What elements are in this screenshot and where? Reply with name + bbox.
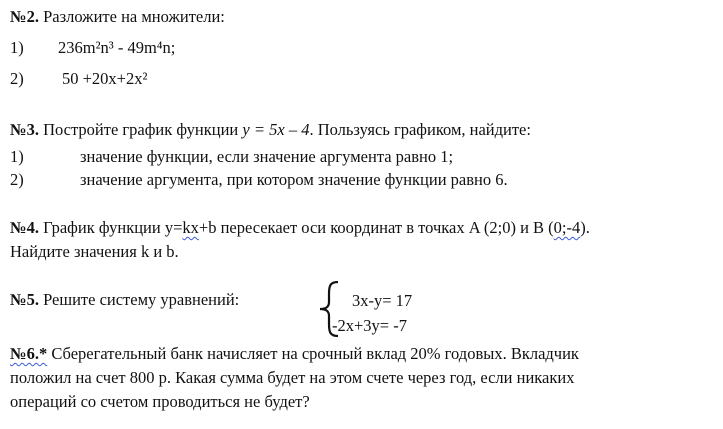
task5-number: №5. [10,290,39,309]
task2-heading [10,7,225,27]
task3-heading [10,120,531,140]
task3-formula: y = 5x – 4 [242,120,310,139]
task3-item-1-text: значение функции, если значение аргумента равно 1; [80,147,454,166]
task6-line-2: положил на счет 800 р. Какая сумма будет на этом счете через год, если никаких [10,368,575,387]
task6-line-1 [10,344,579,364]
task2-item-1-label: 1) [10,38,24,57]
task6-number: №6.* [10,344,48,363]
task2-item-2-expression: 50 +20x+2x² [62,69,148,88]
task5-equation-1: 3x-y= 17 [352,291,413,310]
task4-text-middle: +b пересекает оси координат в точках A (2;0) и B ( [198,218,554,237]
task4-text-start: График функции y= [43,218,183,237]
task6-text-1: Сберегательный банк начисляет на срочный вклад 20% годовых. Вкладчик [51,344,579,363]
task3-number: №3. [10,120,39,139]
task2-item-1-expression: 236m²n³ - 49m⁴n; [58,38,176,57]
task6-line-3: операций со счетом проводиться не будет? [10,392,310,411]
task5-title: Решите систему уравнений: [43,290,240,309]
task3-title-end: . Пользуясь графиком, найдите: [309,120,531,139]
task3-item-2-text: значение аргумента, при котором значение функции равно 6. [80,170,508,189]
task4-kx: kx [182,218,199,237]
task2-number: №2. [10,7,39,26]
task4-line-2: Найдите значения k и b. [10,242,179,261]
task3-item-2-label: 2) [10,170,24,189]
task4-line-1 [10,218,590,238]
task3-item-1-label: 1) [10,147,24,166]
task4-coordinate: 0;-4 [553,218,581,237]
task2-item-2-label: 2) [10,69,24,88]
task2-title: Разложите на множители: [43,7,225,26]
task3-title-start: Постройте график функции [43,120,243,139]
task5-equation-2: -2x+3y= -7 [332,316,407,335]
task5-heading [10,290,239,310]
task4-text-end: ). [580,218,590,237]
task4-number: №4. [10,218,39,237]
